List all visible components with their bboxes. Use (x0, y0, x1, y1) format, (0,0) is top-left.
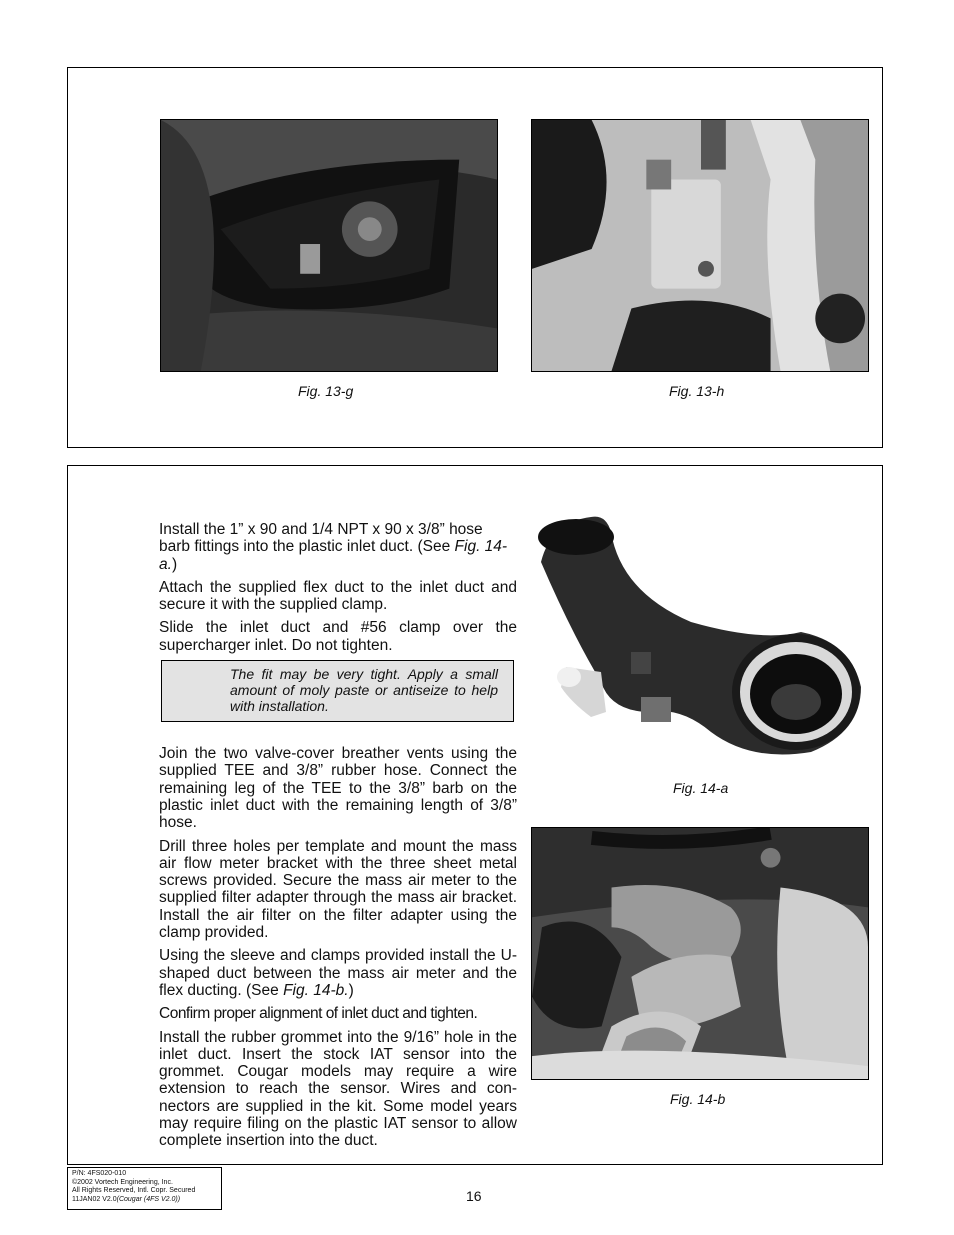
footer-info-box (67, 1167, 222, 1210)
step-install-fittings: Install the 1” x 90 and 1/4 NPT x 90 x 3/8” hose barb fittings into the plastic inlet duct. (See Fig. 14-a.) (159, 521, 508, 573)
fig-14a-caption: Fig. 14-a (673, 780, 729, 796)
step-install-u-duct: Using the sleeve and clamps provided install the U-shaped duct between the mass air meter and the flex ducting. (See Fig. 14-b.) (159, 947, 517, 999)
instruction-steps (159, 521, 517, 1156)
note-box (161, 660, 514, 722)
step-confirm-alignment: Confirm proper alignment of inlet duct and tighten. (159, 1005, 478, 1023)
part-number: P/N: 4FS020-010 (72, 1170, 127, 1177)
photo-fig-13h (531, 119, 869, 372)
step-attach-flex-duct: Attach the supplied flex duct to the inlet duct and secure it with the supplied clamp. (159, 578, 517, 614)
note-text: The fit may be very tight. Apply a small amount of moly paste or antiseize to help with installation. (230, 666, 498, 714)
photo-fig-14b (531, 827, 869, 1080)
fig-13h-caption: Fig. 13-h (669, 383, 725, 399)
step-mount-maf-bracket: Drill three holes per template and mount the mass air flow meter bracket with the three sheet metal screws provided. Secure the mass air meter to the supplied filter adapter through the mass air bracket. Install the air filter on the filter adapter using the clamp provided. (159, 837, 517, 942)
step-install-grommet: Install the rubber grommet into the 9/16” hole in the inlet duct. Insert the stock IAT sensor into the grommet. Cougar models may require a wire extension to reach the sensor. Wires and con-nectors are supplied in the kit. Some model years may require filing on the plastic IAT sensor to allow complete insertion into the duct. (159, 1028, 517, 1150)
fig-13g-caption: Fig. 13-g (298, 383, 354, 399)
photo-fig-14a (531, 512, 869, 775)
version-line: 11JAN02 V2.0(Cougar (4FS V2.0)) (72, 1195, 181, 1203)
step-join-breather-vents: Join the two valve-cover breather vents using the supplied TEE and 3/8” rubber hose. Connect the remaining leg of the TEE to the 3/8” barb on the plastic inlet duct with the remaining length of 3/8” hose. (159, 745, 517, 832)
fig-14a-reference: Fig. 14-a. (159, 538, 508, 573)
fig-14b-reference: Fig. 14-b. (283, 981, 349, 999)
fig-14b-caption: Fig. 14-b (670, 1091, 726, 1107)
step-slide-inlet-duct: Slide the inlet duct and #56 clamp over the supercharger inlet. Do not tighten. (159, 619, 517, 654)
page-number: 16 (466, 1188, 482, 1204)
rights-notice: All Rights Reserved, Intl. Copr. Secured (72, 1187, 196, 1194)
copyright: ©2002 Vortech Engineering, Inc. (72, 1178, 173, 1186)
photo-fig-13g (160, 119, 498, 372)
